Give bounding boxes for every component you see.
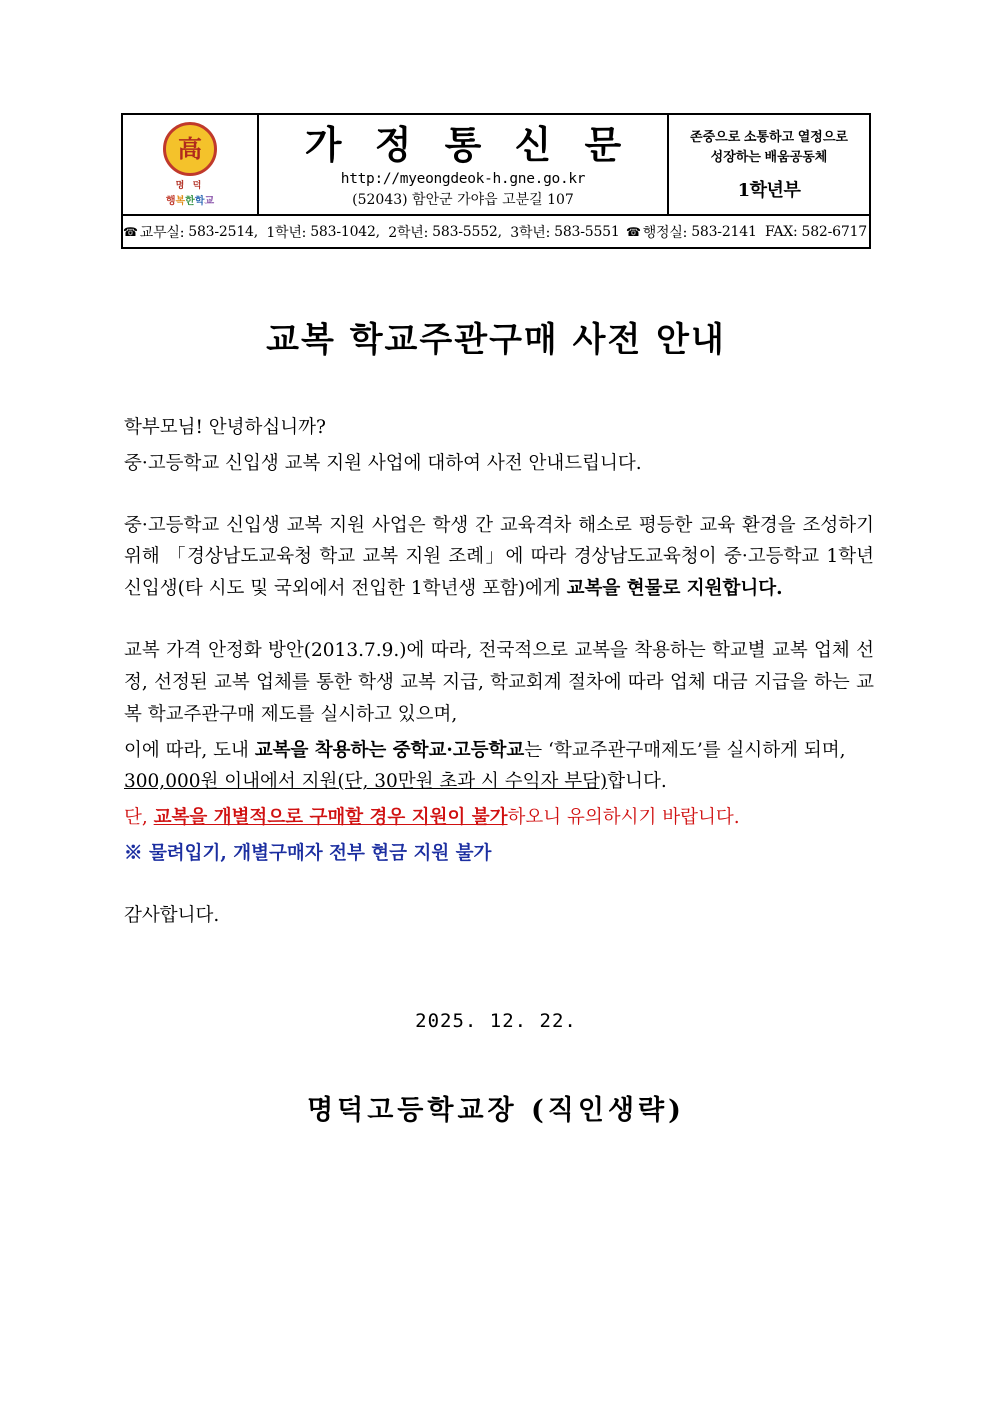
letterhead-top-row <box>121 113 871 216</box>
paragraph3-text-c: 합니다. <box>607 771 667 793</box>
intro-line: 중·고등학교 신입생 교복 지원 사업에 대하여 사전 안내드립니다. <box>124 452 642 474</box>
school-website-url: http://myeongdeok-h.gne.go.kr <box>340 170 586 187</box>
school-slogan <box>690 127 848 166</box>
page-title: 교복 학교주관구매 사전 안내 <box>266 320 726 360</box>
paragraph-price-stabilization: 교복 가격 안정화 방안(2013.7.9.)에 따라, 전국적으로 교복을 착용하는 학교별 교복 업체 선정, 선정된 교복 업체를 통한 학생 교복 지급, 학교회계 절차에 따라 업체 대금 지급을 하는 교복 학교주관구매 제도를 실시하고 있으며, <box>124 640 874 725</box>
grade2-label: 2학년: <box>388 224 429 241</box>
greeting-line: 학부모님! 안녕하십니까? <box>124 417 326 438</box>
school-emblem-cell <box>123 115 259 214</box>
school-emblem-icon <box>147 121 233 209</box>
paragraph3-text-a: 이에 따라, 도내 <box>124 739 255 761</box>
signature-line: 명덕고등학교장 (직인생략) <box>307 1095 685 1126</box>
paragraph1-emphasis: 교복을 현물로 지원합니다. <box>566 578 783 600</box>
fax-number: 582-6717 <box>801 223 867 240</box>
paragraph3-emphasis: 교복을 착용하는 중학교·고등학교 <box>254 739 525 761</box>
school-slogan-line1: 존중으로 소통하고 열정으로 <box>690 129 848 144</box>
grade1-label: 1학년: <box>266 224 307 241</box>
admin-label: 행정실: <box>642 224 688 241</box>
paragraph1-text: 중·고등학교 신입생 교복 지원 사업은 학생 간 교육격차 해소로 평등한 교육 환경을 조성하기 위해 「경상남도교육청 학교 교복 지원 조례」에 따라 경상남도교육청이 중·고등학교 1학년 신입생(타 시도 및 국외에서 전입한 1학년생 포함)에게 <box>124 514 874 600</box>
warning-suffix: 하오니 유의하시기 바랍니다. <box>507 807 740 829</box>
office-label: 교무실: <box>139 224 185 241</box>
emblem-ring <box>163 122 217 176</box>
office-number: 583-2514, <box>188 223 258 240</box>
emblem-school-word: 행복한학교 <box>165 196 215 207</box>
school-slogan-line2: 성장하는 배움공동체 <box>710 148 828 164</box>
fax-label: FAX: <box>765 223 798 240</box>
phone-icon-admin: ☎ <box>625 224 641 239</box>
document-date: 2025. 12. 22. <box>415 1010 577 1032</box>
notice-line: ※ 물려입기, 개별구매자 전부 현금 지원 불가 <box>124 842 492 864</box>
paragraph3-amount-underlined: 300,000원 이내에서 지원(단, 30만원 초과 시 수익자 부담) <box>124 771 608 793</box>
contact-bar <box>121 216 871 249</box>
paragraph-school-purchase <box>124 735 874 799</box>
newsletter-title: 가 정 통 신 문 <box>304 122 632 168</box>
warning-highlight: 교복을 개별적으로 구매할 경우 지원이 불가 <box>153 807 508 829</box>
letterhead-right-cell <box>669 115 869 214</box>
warning-prefix: 단, <box>124 807 154 829</box>
closing-line: 감사합니다. <box>124 904 220 926</box>
emblem-school-short: 명 덕 <box>175 180 205 190</box>
emblem-center-char: 高 <box>178 134 202 163</box>
grade1-number: 583-1042, <box>310 223 380 240</box>
grade2-number: 583-5552, <box>432 223 502 240</box>
letterhead-center-cell <box>259 115 669 214</box>
phone-icon-office: ☎ <box>123 224 138 239</box>
letterhead <box>121 113 871 249</box>
paragraph3-text-b: 는 ‘학교주관구매제도’를 실시하게 되며, <box>524 739 846 761</box>
grade3-number: 583-5551 <box>554 223 620 240</box>
grade3-label: 3학년: <box>510 224 551 241</box>
issuing-department: 1학년부 <box>737 180 801 201</box>
school-address: (52043) 함안군 가야읍 고분길 107 <box>352 191 574 208</box>
document-body <box>124 412 874 936</box>
paragraph-support-program <box>124 510 874 605</box>
admin-number: 583-2141 <box>691 223 757 240</box>
warning-line <box>124 802 874 834</box>
